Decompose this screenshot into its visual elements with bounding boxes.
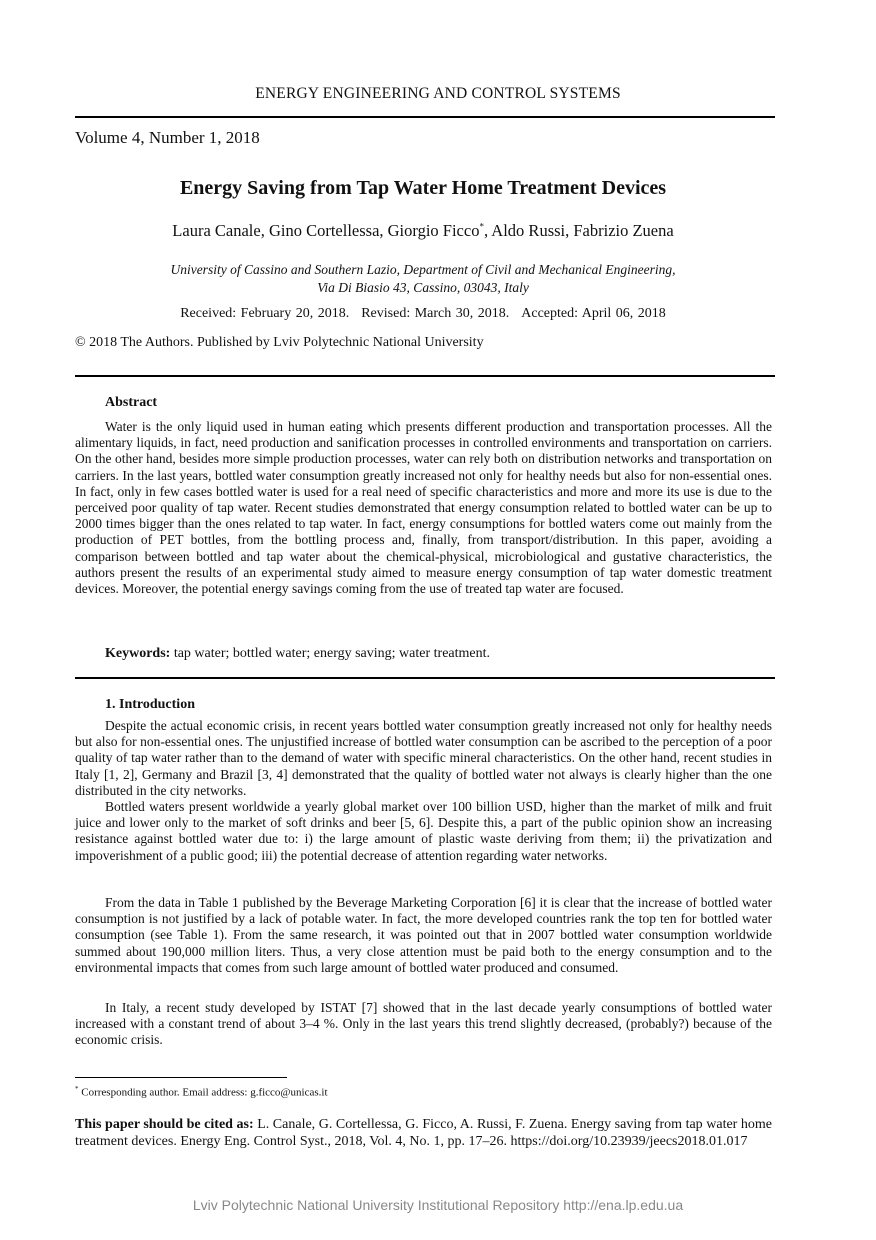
keywords-label: Keywords: bbox=[105, 646, 171, 661]
affiliation-line-1: University of Cassino and Southern Lazio, Department of Civil and Mechanical Engineering, bbox=[170, 262, 676, 277]
paper-title-text: Energy Saving from Tap Water Home Treatment Devices bbox=[179, 177, 667, 199]
abstract-top-divider bbox=[75, 375, 775, 377]
received-date: Received: February 20, 2018. bbox=[180, 306, 350, 321]
affiliation-line-2: Via Di Biasio 43, Cassino, 03043, Italy bbox=[317, 280, 529, 295]
introduction-heading: 1. Introduction bbox=[105, 697, 195, 712]
paper-title bbox=[0, 177, 846, 200]
intro-paragraph-4: In Italy, a recent study developed by ISTAT [7] showed that in the last decade yearly consumptions of bottled water increased with a constant trend of about 3–4 %. Only in the last years this trend slightly decreased, (probably?) because of the economic crisis. bbox=[75, 1000, 772, 1048]
copyright-notice: © 2018 The Authors. Published by Lviv Polytechnic National University bbox=[75, 335, 484, 350]
submission-dates bbox=[0, 306, 846, 322]
authors-part-1: Laura Canale, Gino Cortellessa, Giorgio Ficco bbox=[172, 221, 480, 240]
abstract-bottom-divider bbox=[75, 677, 775, 679]
header-divider bbox=[75, 116, 775, 118]
affiliation bbox=[120, 261, 726, 297]
revised-date: Revised: March 30, 2018. bbox=[361, 306, 510, 321]
footnote-divider bbox=[75, 1077, 287, 1078]
footnote-text: Corresponding author. Email address: g.ficco@unicas.it bbox=[78, 1086, 328, 1099]
abstract-heading: Abstract bbox=[105, 395, 158, 410]
keywords bbox=[105, 646, 490, 662]
accepted-date: Accepted: April 06, 2018 bbox=[521, 306, 666, 321]
keywords-text: tap water; bottled water; energy saving; water treatment. bbox=[170, 646, 491, 661]
repository-footer: Lviv Polytechnic National University Institutional Repository http://ena.lp.edu.ua bbox=[192, 1197, 684, 1213]
corresponding-author-mark: * bbox=[479, 221, 484, 232]
volume-info: Volume 4, Number 1, 2018 bbox=[75, 128, 260, 147]
citation-text: L. Canale, G. Cortellessa, G. Ficco, A. Russi, F. Zuena. Energy saving from tap water home treatment devices. Energy Eng. Control Syst., 2018, Vol. 4, No. 1, pp. 17–26. https://doi.org/10.23939/jeecs2018.01.017 bbox=[75, 1117, 773, 1149]
citation-block bbox=[75, 1116, 772, 1150]
footnote-mark: * bbox=[75, 1085, 79, 1093]
citation-label: This paper should be cited as: bbox=[75, 1117, 254, 1132]
journal-header: ENERGY ENGINEERING AND CONTROL SYSTEMS bbox=[255, 85, 621, 102]
intro-paragraph-2: Bottled waters present worldwide a yearly global market over 100 billion USD, higher than the market of milk and fruit juice and lower only to the market of soft drinks and beer [5, 6]. Despite this, a part of the public opinion show an increasing resistance against bottled water due to: i) the large amount of plastic waste deriving from them; ii) the privatization and impoverishment of a public good; iii) the potential decrease of attention regarding water networks. bbox=[75, 799, 772, 863]
intro-paragraph-1: Despite the actual economic crisis, in recent years bottled water consumption greatly increased not only for healthy needs but also for non-essential ones. The unjustified increase of bottled water consumption can be ascribed to the perception of a poor quality of tap water rather than to the demand of water with specific mineral characteristics. On the other hand, recent studies in Italy [1, 2], Germany and Brazil [3, 4] demonstrated that the quality of bottled water not always is clearly higher than the one distributed in the city networks. bbox=[75, 718, 772, 798]
footnote bbox=[75, 1085, 328, 1099]
abstract-text: Water is the only liquid used in human eating which presents different production and transportation processes. All the alimentary liquids, in fact, need production and sanification processes in controlled environments and transportation on carriers. On the other hand, besides more simple production processes, water can rely both on distribution networks and transportation on carriers. In the last years, bottled water consumption greatly increased not only for healthy needs but also for non-essential ones. In fact, only in few cases bottled water is used for a real need of specific characteristics and more and more its use is due to the perceived poor quality of tap water. Recent studies demonstrated that energy consumption related to bottled water can be up to 2000 times bigger than the ones related to tap water. In fact, energy consumptions for bottled waters come out mainly from the production of PET bottles, from the bottling process and, finally, from transport/distribution. In this paper, avoiding a comparison between bottled and tap water about the chemical-physical, microbiological and gustative characteristics, the authors present the results of an experimental study aimed to measure energy consumption of tap water domestic treatment devices. Moreover, the potential energy savings coming from the use of treated tap water are focused. bbox=[75, 419, 772, 597]
authors-part-2: , Aldo Russi, Fabrizio Zuena bbox=[483, 221, 674, 240]
intro-paragraph-3: From the data in Table 1 published by the Beverage Marketing Corporation [6] it is clear that the increase of bottled water consumption is not justified by a lack of potable water. In fact, the more developed countries rank the top ten for bottled water consumption (see Table 1). From the same research, it was pointed out that in 2007 bottled water consumption worldwide summed about 190,000 million liters. Thus, a very close attention must be paid both to the energy consumption and to the environmental impacts that comes from such large amount of bottled water produced and consumed. bbox=[75, 895, 772, 975]
author-list bbox=[0, 221, 846, 241]
